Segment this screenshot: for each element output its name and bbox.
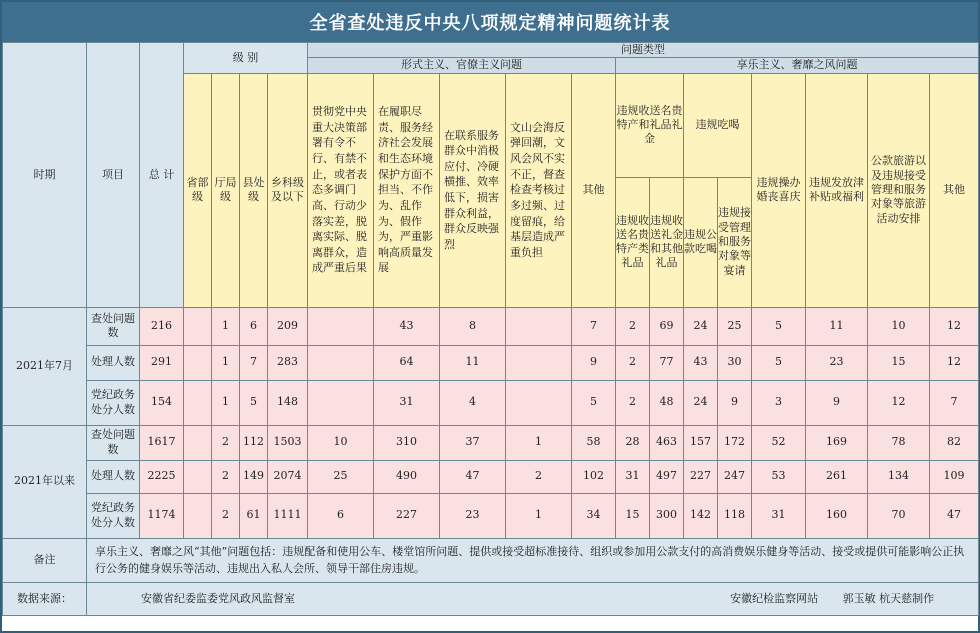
cell: 1 [506, 425, 572, 460]
cell: 10 [308, 425, 374, 460]
cell: 11 [440, 345, 506, 380]
cell: 23 [440, 493, 506, 538]
cell: 3 [752, 380, 806, 425]
header-formalism-col-2: 在履职尽责、服务经济社会发展和生态环境保护方面不担当、不作为、乱作为、假作为，严重影响高质量发展 [374, 73, 440, 307]
cell-total: 1174 [140, 493, 184, 538]
cell: 31 [752, 493, 806, 538]
cell: 6 [308, 493, 374, 538]
cell [308, 380, 374, 425]
cell: 490 [374, 460, 440, 493]
period-label: 2021年以来 [3, 425, 87, 538]
header-eat-group: 违规吃喝 [684, 73, 752, 177]
header-formalism-col-other: 其他 [572, 73, 616, 307]
cell: 2 [616, 307, 650, 345]
cell: 15 [616, 493, 650, 538]
cell [184, 425, 212, 460]
cell: 31 [374, 380, 440, 425]
row-item: 查处问题数 [87, 307, 140, 345]
cell [506, 307, 572, 345]
cell: 169 [806, 425, 868, 460]
header-hedonism-allowance: 违规发放津补贴或福利 [806, 73, 868, 307]
note-text: 享乐主义、奢靡之风“其他”问题包括：违规配备和使用公车、楼堂馆所问题、提供或接受超标准接待、组织或参加用公款支付的高消费娱乐健身等活动、接受或提供可能影响公正执行公务的健身娱乐等活动、违规出入私人会所、领导干部住房违规。 [87, 538, 979, 582]
cell: 102 [572, 460, 616, 493]
cell: 5 [240, 380, 268, 425]
cell [506, 380, 572, 425]
cell: 7 [240, 345, 268, 380]
cell: 82 [930, 425, 979, 460]
cell: 43 [374, 307, 440, 345]
cell: 47 [930, 493, 979, 538]
header-formalism-col-4: 文山会海反弹回潮，文风会风不实不正，督查检查考核过多过频、过度留痕，给基层造成严重负担 [506, 73, 572, 307]
cell: 5 [572, 380, 616, 425]
header-total: 总 计 [140, 43, 184, 308]
cell: 12 [930, 307, 979, 345]
cell [184, 307, 212, 345]
cell: 2 [616, 380, 650, 425]
cell: 4 [440, 380, 506, 425]
cell: 160 [806, 493, 868, 538]
cell: 34 [572, 493, 616, 538]
cell: 149 [240, 460, 268, 493]
cell: 23 [806, 345, 868, 380]
cell: 70 [868, 493, 930, 538]
cell: 25 [718, 307, 752, 345]
cell: 25 [308, 460, 374, 493]
header-period: 时期 [3, 43, 87, 308]
header-gift-money: 违规收送礼金和其他礼品 [650, 177, 684, 307]
cell: 209 [268, 307, 308, 345]
cell: 5 [752, 307, 806, 345]
cell: 172 [718, 425, 752, 460]
cell-total: 216 [140, 307, 184, 345]
cell: 157 [684, 425, 718, 460]
stats-table [2, 42, 979, 616]
cell: 227 [374, 493, 440, 538]
cell: 61 [240, 493, 268, 538]
cell: 9 [572, 345, 616, 380]
cell: 300 [650, 493, 684, 538]
period-label: 2021年7月 [3, 307, 87, 425]
table-row [3, 380, 979, 425]
cell [506, 345, 572, 380]
cell: 12 [868, 380, 930, 425]
header-level-provincial: 省部级 [184, 73, 212, 307]
table-row [3, 307, 979, 345]
row-item: 处理人数 [87, 460, 140, 493]
cell: 28 [616, 425, 650, 460]
header-gift-group: 违规收送名贵特产和礼品礼金 [616, 73, 684, 177]
header-eat-banquet: 违规接受管理和服务对象等宴请 [718, 177, 752, 307]
cell [184, 493, 212, 538]
cell: 148 [268, 380, 308, 425]
header-item: 项目 [87, 43, 140, 308]
source-cell [87, 582, 979, 615]
cell: 261 [806, 460, 868, 493]
table-row [3, 345, 979, 380]
header-formalism-col-3: 在联系服务群众中消极应付、冷硬横推、效率低下，损害群众利益，群众反映强烈 [440, 73, 506, 307]
cell: 69 [650, 307, 684, 345]
cell: 52 [752, 425, 806, 460]
header-formalism-col-1: 贯彻党中央重大决策部署有令不行、有禁不止，或者表态多调门高、行动少落实差，脱离实际、脱离群众，造成严重后果 [308, 73, 374, 307]
header-problem-type: 问题类型 [308, 43, 979, 58]
table-row [3, 425, 979, 460]
row-item: 党纪政务处分人数 [87, 493, 140, 538]
cell: 24 [684, 307, 718, 345]
cell: 8 [440, 307, 506, 345]
source-website: 安徽纪检监察网站 [730, 591, 819, 605]
cell: 37 [440, 425, 506, 460]
cell: 53 [752, 460, 806, 493]
cell: 58 [572, 425, 616, 460]
cell: 2074 [268, 460, 308, 493]
table-row [3, 460, 979, 493]
row-item: 查处问题数 [87, 425, 140, 460]
cell: 64 [374, 345, 440, 380]
cell: 5 [752, 345, 806, 380]
header-level-county: 县处级 [240, 73, 268, 307]
source-label: 数据来源： [3, 582, 87, 615]
header-level-bureau: 厅局级 [212, 73, 240, 307]
table-title: 全省查处违反中央八项规定精神问题统计表 [2, 2, 978, 42]
cell [184, 345, 212, 380]
cell [184, 460, 212, 493]
cell-total: 291 [140, 345, 184, 380]
cell: 31 [616, 460, 650, 493]
row-item: 处理人数 [87, 345, 140, 380]
cell: 7 [930, 380, 979, 425]
header-eat-public: 违规公款吃喝 [684, 177, 718, 307]
header-gift-specialty: 违规收送名贵特产类礼品 [616, 177, 650, 307]
cell: 10 [868, 307, 930, 345]
header-level-township: 乡科级及以下 [268, 73, 308, 307]
cell: 497 [650, 460, 684, 493]
cell: 227 [684, 460, 718, 493]
cell: 463 [650, 425, 684, 460]
cell: 48 [650, 380, 684, 425]
cell: 283 [268, 345, 308, 380]
cell: 1 [212, 380, 240, 425]
cell: 2 [616, 345, 650, 380]
cell: 1 [212, 345, 240, 380]
cell: 1 [212, 307, 240, 345]
cell: 142 [684, 493, 718, 538]
cell: 310 [374, 425, 440, 460]
cell: 7 [572, 307, 616, 345]
cell: 15 [868, 345, 930, 380]
source-organization: 安徽省纪委监委党风政风监督室 [141, 591, 295, 605]
cell-total: 2225 [140, 460, 184, 493]
header-hedonism-weddings: 违规操办婚丧喜庆 [752, 73, 806, 307]
cell-total: 154 [140, 380, 184, 425]
source-authors: 郭玉敏 杭天慈制作 [842, 591, 935, 605]
cell [308, 345, 374, 380]
cell: 2 [212, 460, 240, 493]
cell: 43 [684, 345, 718, 380]
cell: 78 [868, 425, 930, 460]
cell: 6 [240, 307, 268, 345]
cell: 30 [718, 345, 752, 380]
cell: 2 [506, 460, 572, 493]
cell: 247 [718, 460, 752, 493]
cell: 134 [868, 460, 930, 493]
cell [308, 307, 374, 345]
header-hedonism-group: 享乐主义、奢靡之风问题 [616, 58, 979, 73]
cell: 109 [930, 460, 979, 493]
cell: 77 [650, 345, 684, 380]
cell: 2 [212, 425, 240, 460]
cell: 9 [806, 380, 868, 425]
cell: 24 [684, 380, 718, 425]
header-level: 级 别 [184, 43, 308, 74]
cell: 112 [240, 425, 268, 460]
cell: 1503 [268, 425, 308, 460]
cell-total: 1617 [140, 425, 184, 460]
cell: 118 [718, 493, 752, 538]
cell: 47 [440, 460, 506, 493]
cell: 1111 [268, 493, 308, 538]
cell: 12 [930, 345, 979, 380]
row-item: 党纪政务处分人数 [87, 380, 140, 425]
cell: 11 [806, 307, 868, 345]
cell: 1 [506, 493, 572, 538]
cell: 9 [718, 380, 752, 425]
cell [184, 380, 212, 425]
table-row [3, 493, 979, 538]
header-hedonism-travel: 公款旅游以及违规接受管理和服务对象等旅游活动安排 [868, 73, 930, 307]
header-hedonism-other: 其他 [930, 73, 979, 307]
cell: 2 [212, 493, 240, 538]
header-formalism-group: 形式主义、官僚主义问题 [308, 58, 616, 73]
note-label: 备注 [3, 538, 87, 582]
